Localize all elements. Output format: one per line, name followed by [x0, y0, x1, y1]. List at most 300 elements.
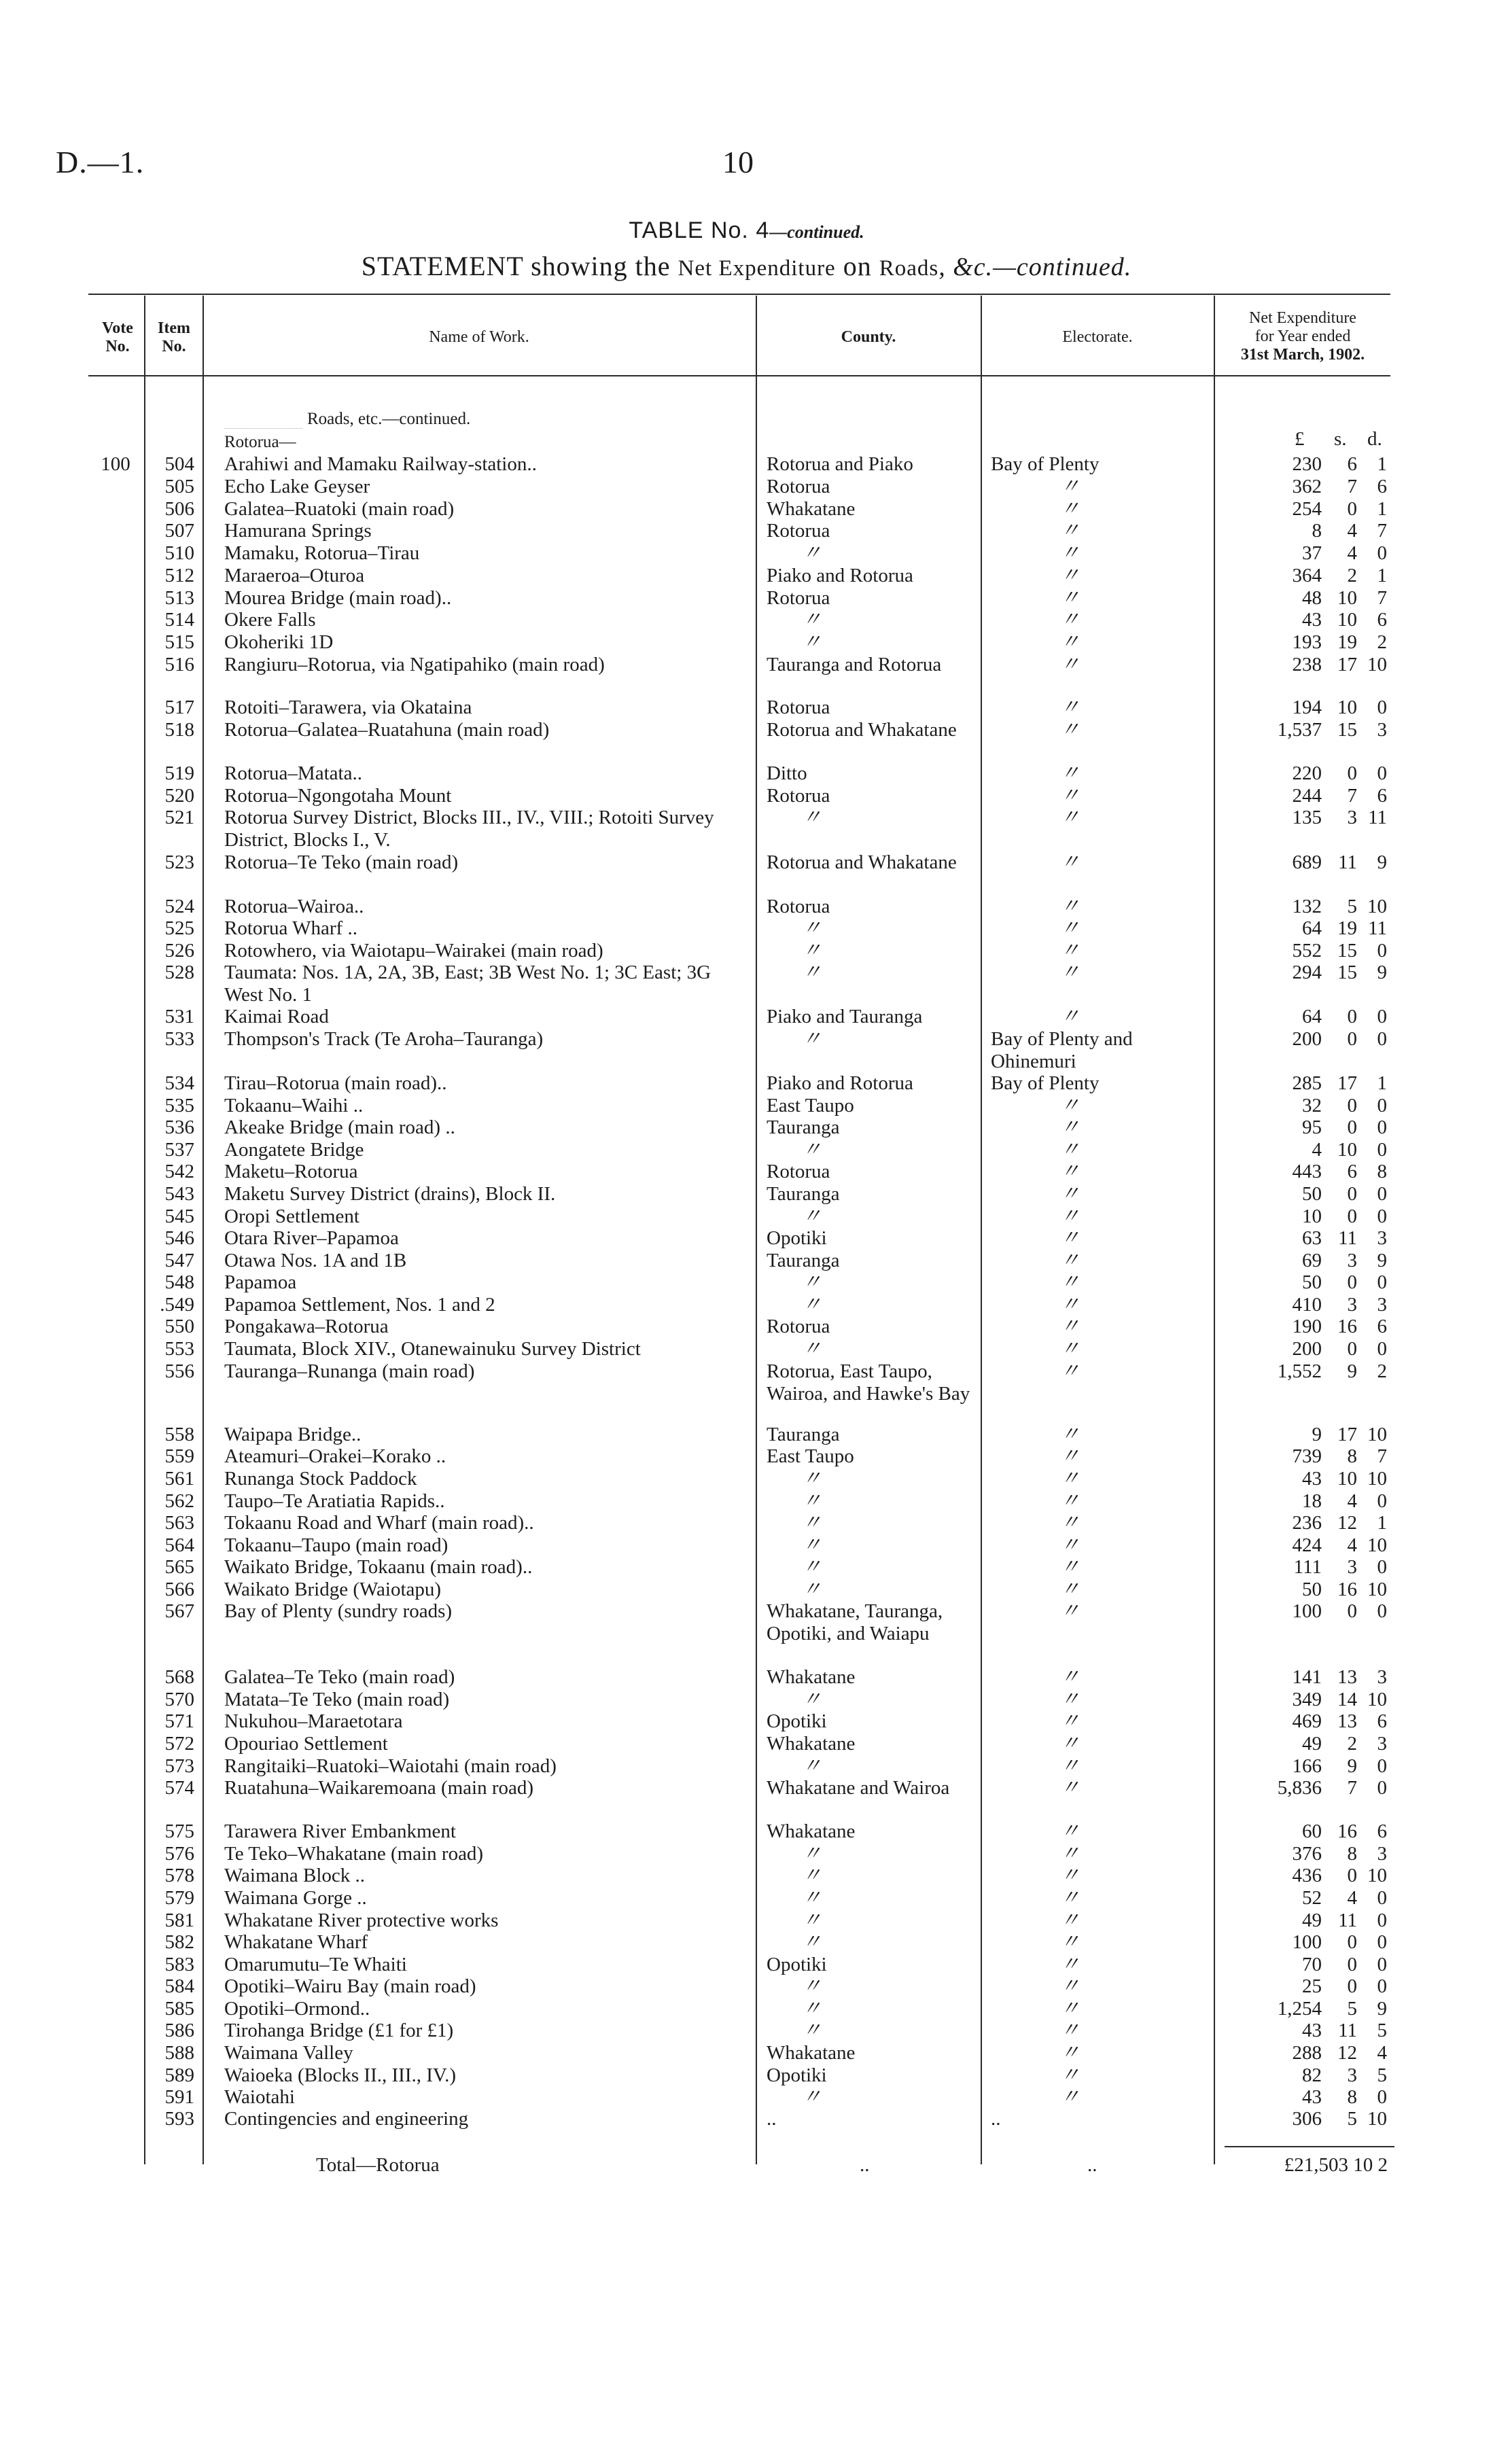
- electorate-name: 〃: [1060, 1954, 1081, 1975]
- work-name: Nukuhou–Maraetotara: [224, 1710, 403, 1732]
- amount-pence: 3: [1377, 1294, 1387, 1316]
- electorate-name: 〃: [1060, 1205, 1081, 1227]
- amount-shillings: 4: [1347, 1534, 1357, 1556]
- amount-shillings: 6: [1347, 1161, 1357, 1182]
- electorate-name: 〃: [1060, 1975, 1081, 1997]
- amount-pence: 0: [1377, 1183, 1387, 1205]
- amount-pence: 1: [1377, 453, 1387, 475]
- county-name: Tauranga: [767, 1424, 840, 1445]
- amount-shillings: 3: [1347, 2064, 1357, 2086]
- electorate-name: 〃: [1060, 917, 1081, 939]
- work-name: Whakatane Wharf: [224, 1931, 368, 1953]
- work-name: Rotorua–Galatea–Ruatahuna (main road): [224, 719, 550, 741]
- total-electorate: ..: [1087, 2154, 1097, 2176]
- amount-pounds: 194: [1292, 697, 1322, 718]
- amount-shillings: 4: [1347, 542, 1357, 564]
- electorate-name: 〃: [1060, 1534, 1081, 1556]
- amount-shillings: 0: [1347, 1338, 1357, 1360]
- county-name: 〃: [802, 1556, 822, 1578]
- amount-pounds: 436: [1292, 1865, 1322, 1886]
- work-name: Tirau–Rotorua (main road)..: [224, 1072, 447, 1094]
- amount-shillings: 3: [1347, 1294, 1357, 1316]
- electorate-name: 〃: [1060, 1424, 1081, 1445]
- amount-shillings: 0: [1347, 762, 1357, 784]
- amount-pence: 3: [1377, 719, 1387, 741]
- work-name: Rotorua Wharf ..: [224, 917, 357, 939]
- amount-pence: 0: [1377, 1600, 1387, 1622]
- item-number: 550: [164, 1316, 194, 1337]
- county-name: 〃: [802, 1909, 822, 1931]
- electorate-name: 〃: [1060, 1227, 1081, 1249]
- amount-pounds: 306: [1292, 2108, 1322, 2130]
- work-name: Rotorua–Matata..: [224, 762, 362, 784]
- electorate-name: 〃: [1060, 1777, 1081, 1799]
- total-county: ..: [860, 2154, 870, 2176]
- item-number: 505: [164, 476, 194, 497]
- amount-pence: 11: [1368, 917, 1387, 939]
- table-title-suffix: —continued.: [769, 222, 864, 242]
- amount-shillings: 4: [1347, 1887, 1357, 1909]
- work-name: Akeake Bridge (main road) ..: [224, 1116, 455, 1138]
- amount-pounds: 689: [1292, 851, 1322, 873]
- amount-shillings: 0: [1347, 1095, 1357, 1116]
- item-number: 517: [164, 697, 194, 718]
- item-number: 506: [164, 498, 194, 520]
- amount-pence: 0: [1377, 1139, 1387, 1161]
- work-name: Echo Lake Geyser: [224, 476, 370, 497]
- county-name: 〃: [802, 1843, 822, 1865]
- work-name: Ruatahuna–Waikaremoana (main road): [224, 1777, 534, 1799]
- work-name: Waimana Block ..: [224, 1865, 366, 1886]
- amount-pounds: 135: [1292, 807, 1322, 828]
- amount-shillings: 5: [1347, 896, 1357, 917]
- work-name: Rotorua–Ngongotaha Mount: [224, 785, 452, 807]
- work-name: Rotorua–Wairoa..: [224, 896, 364, 917]
- amount-pounds: 32: [1302, 1095, 1322, 1116]
- statement-heading: [0, 250, 1493, 282]
- amount-shillings: 0: [1347, 1931, 1357, 1953]
- county-name: 〃: [802, 2020, 822, 2041]
- column-header-electorate: Electorate.: [1062, 328, 1133, 346]
- county-name: Rotorua: [767, 587, 830, 609]
- amount-pounds: 552: [1292, 940, 1322, 962]
- county-name: Piako and Rotorua: [767, 1072, 913, 1094]
- statement-suffix: , &c.—continued.: [938, 253, 1132, 281]
- work-name: Rotorua–Te Teko (main road): [224, 851, 459, 873]
- item-number: 545: [164, 1205, 194, 1227]
- amount-shillings: 11: [1338, 2020, 1357, 2041]
- county-name: 〃: [802, 1205, 822, 1227]
- amount-pence: 1: [1377, 565, 1387, 586]
- work-name: Hamurana Springs: [224, 520, 372, 542]
- work-name: Rangitaiki–Ruatoki–Waiotahi (main road): [224, 1755, 557, 1777]
- document-reference: D.—1.: [56, 145, 145, 179]
- work-name: Okere Falls: [224, 609, 316, 631]
- electorate-name: 〃: [1060, 1931, 1081, 1953]
- amount-shillings: 10: [1337, 1139, 1357, 1161]
- county-name: 〃: [802, 2086, 822, 2108]
- work-name: Oropi Settlement: [224, 1205, 359, 1227]
- amount-pounds: 95: [1302, 1116, 1322, 1138]
- county-name: Opotiki: [767, 1710, 827, 1732]
- column-header-expenditure: [1215, 309, 1390, 364]
- amount-pounds: 52: [1302, 1887, 1322, 1909]
- electorate-name: 〃: [1060, 1445, 1081, 1467]
- amount-pounds: 364: [1292, 565, 1322, 586]
- amount-pence: 10: [1367, 1689, 1387, 1710]
- electorate-name: 〃: [1060, 851, 1081, 873]
- county-name: Opotiki: [767, 1227, 827, 1249]
- amount-shillings: 0: [1347, 1271, 1357, 1293]
- county-name: 〃: [802, 1338, 822, 1360]
- column-divider: [144, 1097, 145, 2164]
- amount-pence: 3: [1377, 1666, 1387, 1688]
- work-name: Thompson's Track (Te Aroha–Tauranga): [224, 1028, 544, 1050]
- item-number: 568: [164, 1666, 194, 1688]
- amount-pence: 0: [1377, 940, 1387, 962]
- electorate-name: 〃: [1060, 1512, 1081, 1534]
- work-name: Maketu Survey District (drains), Block II.: [224, 1183, 556, 1205]
- amount-pounds: 285: [1292, 1072, 1322, 1094]
- item-number: 572: [164, 1733, 194, 1755]
- electorate-name: 〃: [1060, 1710, 1081, 1732]
- item-number: 535: [164, 1095, 194, 1116]
- amount-pence: 8: [1377, 1161, 1387, 1182]
- amount-pounds: 190: [1292, 1316, 1322, 1337]
- county-name: 〃: [802, 962, 822, 983]
- work-name: Arahiwi and Mamaku Railway-station..: [224, 453, 537, 475]
- item-number: 581: [164, 1909, 194, 1931]
- work-name: Mourea Bridge (main road)..: [224, 587, 452, 609]
- county-name: Rotorua: [767, 697, 830, 718]
- county-name: Whakatane: [767, 1733, 856, 1755]
- amount-shillings: 8: [1347, 1843, 1357, 1865]
- amount-shillings: 0: [1347, 1865, 1357, 1886]
- item-number: 515: [164, 631, 194, 653]
- electorate-name: 〃: [1060, 1909, 1081, 1931]
- electorate-name: 〃: [1060, 1468, 1081, 1490]
- amount-pounds: 132: [1292, 896, 1322, 917]
- county-name: Rotorua, East Taupo, Wairoa, and Hawke's Bay: [767, 1360, 970, 1405]
- work-name: Papamoa: [224, 1271, 297, 1293]
- amount-pence: 2: [1377, 1360, 1387, 1382]
- work-name: Waimana Valley: [224, 2042, 353, 2064]
- amount-shillings: 11: [1338, 1909, 1357, 1931]
- item-number: 546: [164, 1227, 194, 1249]
- amount-pence: 10: [1367, 896, 1387, 917]
- amount-shillings: 12: [1337, 1512, 1357, 1534]
- electorate-name: 〃: [1060, 1600, 1081, 1622]
- amount-pence: 5: [1377, 2020, 1387, 2041]
- amount-shillings: 19: [1337, 917, 1357, 939]
- electorate-name: 〃: [1060, 520, 1081, 542]
- amount-pounds: 410: [1292, 1294, 1322, 1316]
- county-name: 〃: [802, 917, 822, 939]
- item-number: 591: [164, 2086, 194, 2108]
- amount-pounds: 10: [1302, 1205, 1322, 1227]
- amount-pounds: 49: [1302, 1909, 1322, 1931]
- county-name: 〃: [802, 1975, 822, 1997]
- county-name: 〃: [802, 1865, 822, 1886]
- amount-pence: 0: [1377, 1887, 1387, 1909]
- amount-pence: 9: [1377, 851, 1387, 873]
- item-number: 575: [164, 1820, 194, 1842]
- item-number: 589: [164, 2064, 194, 2086]
- work-name: Tokaanu–Waihi ..: [224, 1095, 364, 1116]
- amount-shillings: 10: [1337, 697, 1357, 718]
- work-name: Rotowhero, via Waiotapu–Wairakei (main road): [224, 940, 603, 962]
- amount-pounds: 70: [1302, 1954, 1322, 1975]
- amount-shillings: 0: [1347, 498, 1357, 520]
- work-name: Opouriao Settlement: [224, 1733, 388, 1755]
- amount-shillings: 3: [1347, 1556, 1357, 1578]
- county-name: 〃: [802, 1887, 822, 1909]
- amount-pence: 10: [1367, 1424, 1387, 1445]
- item-number: 573: [164, 1755, 194, 1777]
- column-header-name: Name of Work.: [429, 328, 529, 346]
- item-number: 570: [164, 1689, 194, 1710]
- amount-pounds: 362: [1292, 476, 1322, 497]
- amount-pence: 0: [1377, 1777, 1387, 1799]
- amount-pence: 0: [1377, 1954, 1387, 1975]
- amount-pence: 1: [1377, 1072, 1387, 1094]
- amount-pence: 6: [1377, 609, 1387, 631]
- item-number: 578: [164, 1865, 194, 1886]
- work-name: Waikato Bridge (Waiotapu): [224, 1579, 442, 1600]
- amount-shillings: 6: [1347, 453, 1357, 475]
- amount-pence: 3: [1377, 1733, 1387, 1755]
- county-name: 〃: [802, 1139, 822, 1161]
- item-number: 582: [164, 1931, 194, 1953]
- electorate-name: Bay of Plenty and Ohinemuri: [991, 1028, 1133, 1072]
- work-name: Opotiki–Ormond..: [224, 1998, 370, 2020]
- amount-pounds: 63: [1302, 1227, 1322, 1249]
- work-name: Tokaanu Road and Wharf (main road)..: [224, 1512, 534, 1534]
- amount-pounds: 64: [1302, 917, 1322, 939]
- amount-pounds: 8: [1312, 520, 1322, 542]
- amount-pence: 0: [1377, 1271, 1387, 1293]
- county-name: Rotorua: [767, 896, 830, 917]
- work-name: Taumata, Block XIV., Otanewainuku Survey District: [224, 1338, 641, 1360]
- county-name: Rotorua: [767, 476, 830, 497]
- amount-pence: 2: [1377, 631, 1387, 653]
- amount-shillings: 12: [1337, 2042, 1357, 2064]
- amount-pounds: 1,552: [1277, 1360, 1322, 1382]
- county-name: Piako and Tauranga: [767, 1006, 923, 1027]
- amount-pence: 1: [1377, 1512, 1387, 1534]
- amount-pounds: 4: [1312, 1139, 1322, 1161]
- electorate-name: 〃: [1060, 1689, 1081, 1710]
- electorate-name: ..: [991, 2108, 1001, 2130]
- amount-shillings: 14: [1337, 1689, 1357, 1710]
- amount-shillings: 10: [1337, 587, 1357, 609]
- amount-pounds: 230: [1292, 453, 1322, 475]
- amount-pounds: 64: [1302, 1006, 1322, 1027]
- work-name: Tokaanu–Taupo (main road): [224, 1534, 449, 1556]
- work-name: Te Teko–Whakatane (main road): [224, 1843, 484, 1865]
- header-bottom-rule: [88, 375, 1390, 376]
- work-name: Waiotahi: [224, 2086, 295, 2108]
- item-number: 553: [164, 1338, 194, 1360]
- county-name: 〃: [802, 1468, 822, 1490]
- amount-pounds: 25: [1302, 1975, 1322, 1997]
- electorate-name: 〃: [1060, 1250, 1081, 1271]
- item-number: 588: [164, 2042, 194, 2064]
- electorate-name: 〃: [1060, 1666, 1081, 1688]
- amount-shillings: 3: [1347, 1250, 1357, 1271]
- amount-shillings: 2: [1347, 565, 1357, 586]
- amount-pence: 10: [1367, 1468, 1387, 1490]
- amount-shillings: 0: [1347, 1006, 1357, 1027]
- amount-pounds: 193: [1292, 631, 1322, 653]
- amount-shillings: 5: [1347, 2108, 1357, 2130]
- electorate-name: 〃: [1060, 1820, 1081, 1842]
- electorate-name: 〃: [1060, 1865, 1081, 1886]
- county-name: Rotorua and Whakatane: [767, 719, 957, 741]
- electorate-name: 〃: [1060, 1294, 1081, 1316]
- work-name: Contingencies and engineering: [224, 2108, 469, 2130]
- amount-pence: 0: [1377, 542, 1387, 564]
- electorate-name: 〃: [1060, 762, 1081, 784]
- item-number: 574: [164, 1777, 194, 1799]
- county-name: Whakatane: [767, 2042, 856, 2064]
- work-name: Runanga Stock Paddock: [224, 1468, 417, 1490]
- work-name: Otara River–Papamoa: [224, 1227, 399, 1249]
- currency-pounds: £: [1295, 428, 1305, 450]
- amount-pence: 7: [1377, 1445, 1387, 1467]
- item-number: 518: [164, 719, 194, 741]
- amount-shillings: 4: [1347, 1490, 1357, 1512]
- item-number: 534: [164, 1072, 194, 1094]
- electorate-name: 〃: [1060, 896, 1081, 917]
- amount-shillings: 16: [1337, 1316, 1357, 1337]
- amount-pence: 9: [1377, 962, 1387, 983]
- amount-pence: 0: [1377, 1931, 1387, 1953]
- item-number: 519: [164, 762, 194, 784]
- county-name: 〃: [802, 1028, 822, 1050]
- amount-shillings: 7: [1347, 785, 1357, 807]
- work-name: Kaimai Road: [224, 1006, 329, 1027]
- amount-pence: 10: [1367, 654, 1387, 675]
- amount-pounds: 43: [1302, 2086, 1322, 2108]
- amount-pence: 7: [1377, 520, 1387, 542]
- amount-pounds: 18: [1302, 1490, 1322, 1512]
- item-number: 548: [164, 1271, 194, 1293]
- county-name: 〃: [802, 1512, 822, 1534]
- amount-shillings: 13: [1337, 1666, 1357, 1688]
- item-number: 523: [164, 851, 194, 873]
- county-name: 〃: [802, 1998, 822, 2020]
- work-name: Waioeka (Blocks II., III., IV.): [224, 2064, 456, 2086]
- column-header-vote: Vote No.: [102, 319, 133, 355]
- electorate-name: 〃: [1060, 1006, 1081, 1027]
- amount-shillings: 16: [1337, 1820, 1357, 1842]
- county-name: 〃: [802, 1689, 822, 1710]
- column-header-county: County.: [841, 328, 896, 346]
- amount-pence: 6: [1377, 476, 1387, 497]
- amount-pence: 9: [1377, 1998, 1387, 2020]
- work-name: Waipapa Bridge..: [224, 1424, 362, 1445]
- item-number: 576: [164, 1843, 194, 1865]
- item-number: 562: [164, 1490, 194, 1512]
- electorate-name: 〃: [1060, 587, 1081, 609]
- electorate-name: 〃: [1060, 1579, 1081, 1600]
- electorate-name: 〃: [1060, 609, 1081, 631]
- amount-pence: 0: [1377, 762, 1387, 784]
- amount-pence: 0: [1377, 1556, 1387, 1578]
- work-name: Waimana Gorge ..: [224, 1887, 367, 1909]
- amount-pounds: 166: [1292, 1755, 1322, 1777]
- amount-shillings: 17: [1337, 1072, 1357, 1094]
- item-number: 537: [164, 1139, 194, 1161]
- column-header-expenditure-line2: for Year ended: [1254, 328, 1351, 345]
- amount-pence: 11: [1368, 807, 1387, 828]
- amount-pence: 5: [1377, 2064, 1387, 2086]
- item-number: 526: [164, 940, 194, 962]
- item-number: 565: [164, 1556, 194, 1578]
- work-name: Tarawera River Embankment: [224, 1820, 456, 1842]
- amount-pence: 0: [1377, 1755, 1387, 1777]
- amount-shillings: 0: [1347, 1975, 1357, 1997]
- amount-pence: 0: [1377, 2086, 1387, 2108]
- amount-pounds: 739: [1292, 1445, 1322, 1467]
- item-number: 579: [164, 1887, 194, 1909]
- statement-prefix: STATEMENT showing the: [361, 251, 671, 281]
- item-number: 513: [164, 587, 194, 609]
- item-number: 583: [164, 1954, 194, 1975]
- amount-pounds: 443: [1292, 1161, 1322, 1182]
- electorate-name: 〃: [1060, 1183, 1081, 1205]
- county-name: Rotorua and Piako: [767, 453, 913, 475]
- amount-shillings: 10: [1337, 1468, 1357, 1490]
- column-divider: [756, 296, 757, 2164]
- amount-pounds: 49: [1302, 1733, 1322, 1755]
- statement-roads: Roads: [879, 256, 939, 281]
- amount-shillings: 19: [1337, 631, 1357, 653]
- county-name: 〃: [802, 1294, 822, 1316]
- amount-pounds: 50: [1302, 1579, 1322, 1600]
- county-name: 〃: [802, 1755, 822, 1777]
- item-number: 536: [164, 1116, 194, 1138]
- amount-pounds: 288: [1292, 2042, 1322, 2064]
- item-number: 564: [164, 1534, 194, 1556]
- amount-pounds: 111: [1293, 1556, 1322, 1578]
- county-name: Whakatane and Wairoa: [767, 1777, 950, 1799]
- amount-shillings: 9: [1347, 1755, 1357, 1777]
- amount-pence: 4: [1377, 2042, 1387, 2064]
- column-header-expenditure-line1: Net Expenditure: [1249, 309, 1356, 327]
- amount-pounds: 50: [1302, 1183, 1322, 1205]
- county-name: 〃: [802, 609, 822, 631]
- amount-shillings: 11: [1338, 851, 1357, 873]
- table-top-rule: [88, 294, 1390, 295]
- electorate-name: 〃: [1060, 697, 1081, 718]
- county-name: Rotorua: [767, 785, 830, 807]
- electorate-name: 〃: [1060, 631, 1081, 653]
- county-name: Whakatane: [767, 1820, 856, 1842]
- amount-pounds: 60: [1302, 1820, 1322, 1842]
- work-name: Waikato Bridge, Tokaanu (main road)..: [224, 1556, 533, 1578]
- amount-shillings: 0: [1347, 1028, 1357, 1050]
- item-number: 533: [164, 1028, 194, 1050]
- amount-pounds: 200: [1292, 1338, 1322, 1360]
- item-number: 525: [164, 917, 194, 939]
- amount-shillings: 0: [1347, 1116, 1357, 1138]
- statement-net-expenditure: Net Expenditure: [678, 256, 836, 281]
- item-number: 558: [164, 1424, 194, 1445]
- amount-pence: 0: [1377, 697, 1387, 718]
- amount-pounds: 9: [1312, 1424, 1322, 1445]
